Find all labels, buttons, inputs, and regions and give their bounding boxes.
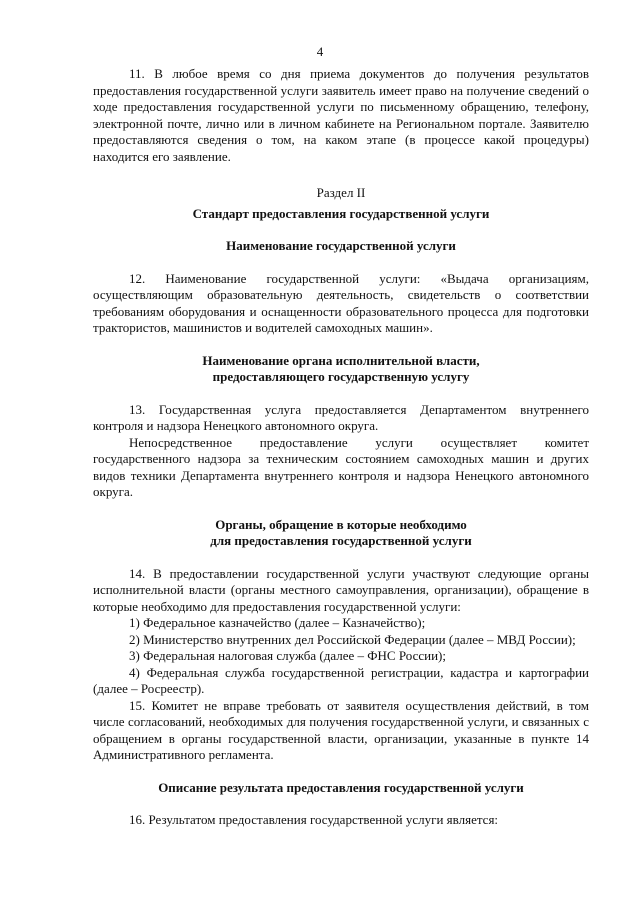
list-item: 1) Федеральное казначейство (далее – Казначейство); [129,615,426,630]
section-title: Стандарт предоставления государственной услуги [192,205,490,221]
heading-service-name: Наименование государственной услуги [226,238,456,253]
section-label: Раздел II [316,185,366,200]
paragraph-16: 16. Результатом предоставления государственной услуги является: [129,812,499,827]
heading-organ-line-2: предоставляющего государственную услугу [212,369,470,384]
paragraph-15: 15. Комитет не вправе требовать от заявителя осуществления действий, в том числе согласований, необходимых для получения государственной услуги, и связанных с обращением в органы государственной власти, организации, указанные в пункте 14 Административного регламента. [93,697,589,762]
paragraph-13: 13. Государственная услуга предоставляется Департаментом внутреннего контроля и надзора Ненецкого автономного округа. [93,401,589,433]
list-item: 3) Федеральная налоговая служба (далее – ФНС России); [129,648,446,663]
heading-result: Описание результата предоставления государственной услуги [158,779,524,795]
paragraph-12: 12. Наименование государственной услуги: «Выдача организациям, осуществляющим образовательную деятельность, свидетельств о соответствии требованиям оборудования и оснащенности образовательного процесса для подготовки трактористов, машинистов и водителей самоходных машин». [93,270,589,335]
heading-bodies-line-2: для предоставления государственной услуги [210,533,472,548]
heading-bodies-line-1: Органы, обращение в которые необходимо [215,516,467,532]
paragraph-13-direct: Непосредственное предоставление услуги осуществляет комитет государственного надзора за техническим состоянием самоходных машин и других видов техники Департамента внутреннего контроля и надзора Ненецкого автономного округа. [93,434,589,499]
list-item: 2) Министерство внутренних дел Российской Федерации (далее – МВД России); [129,631,576,647]
list-item: 4) Федеральная служба государственной регистрации, кадастра и картографии (далее – Росреестр). [93,664,589,696]
page-number: 4 [316,44,324,59]
paragraph-14: 14. В предоставлении государственной услуги участвуют следующие органы исполнительной власти (органы местного самоуправления, организации), обращение в которые необходимо для предоставления государственной услуги: [93,565,589,614]
document-body [93,66,589,829]
paragraph-11: 11. В любое время со дня приема документов до получения результатов предоставления государственной услуги заявитель имеет право на получение сведений о ходе предоставления государственной услуги по письменному обращению, телефону, электронной почте, лично или в личном кабинете на Региональном портале. Заявителю предоставляются сведения о том, на каком этапе (в процессе какой процедуры) находится его заявление. [93,66,589,164]
heading-organ-line-1: Наименование органа исполнительной власти, [202,352,480,368]
